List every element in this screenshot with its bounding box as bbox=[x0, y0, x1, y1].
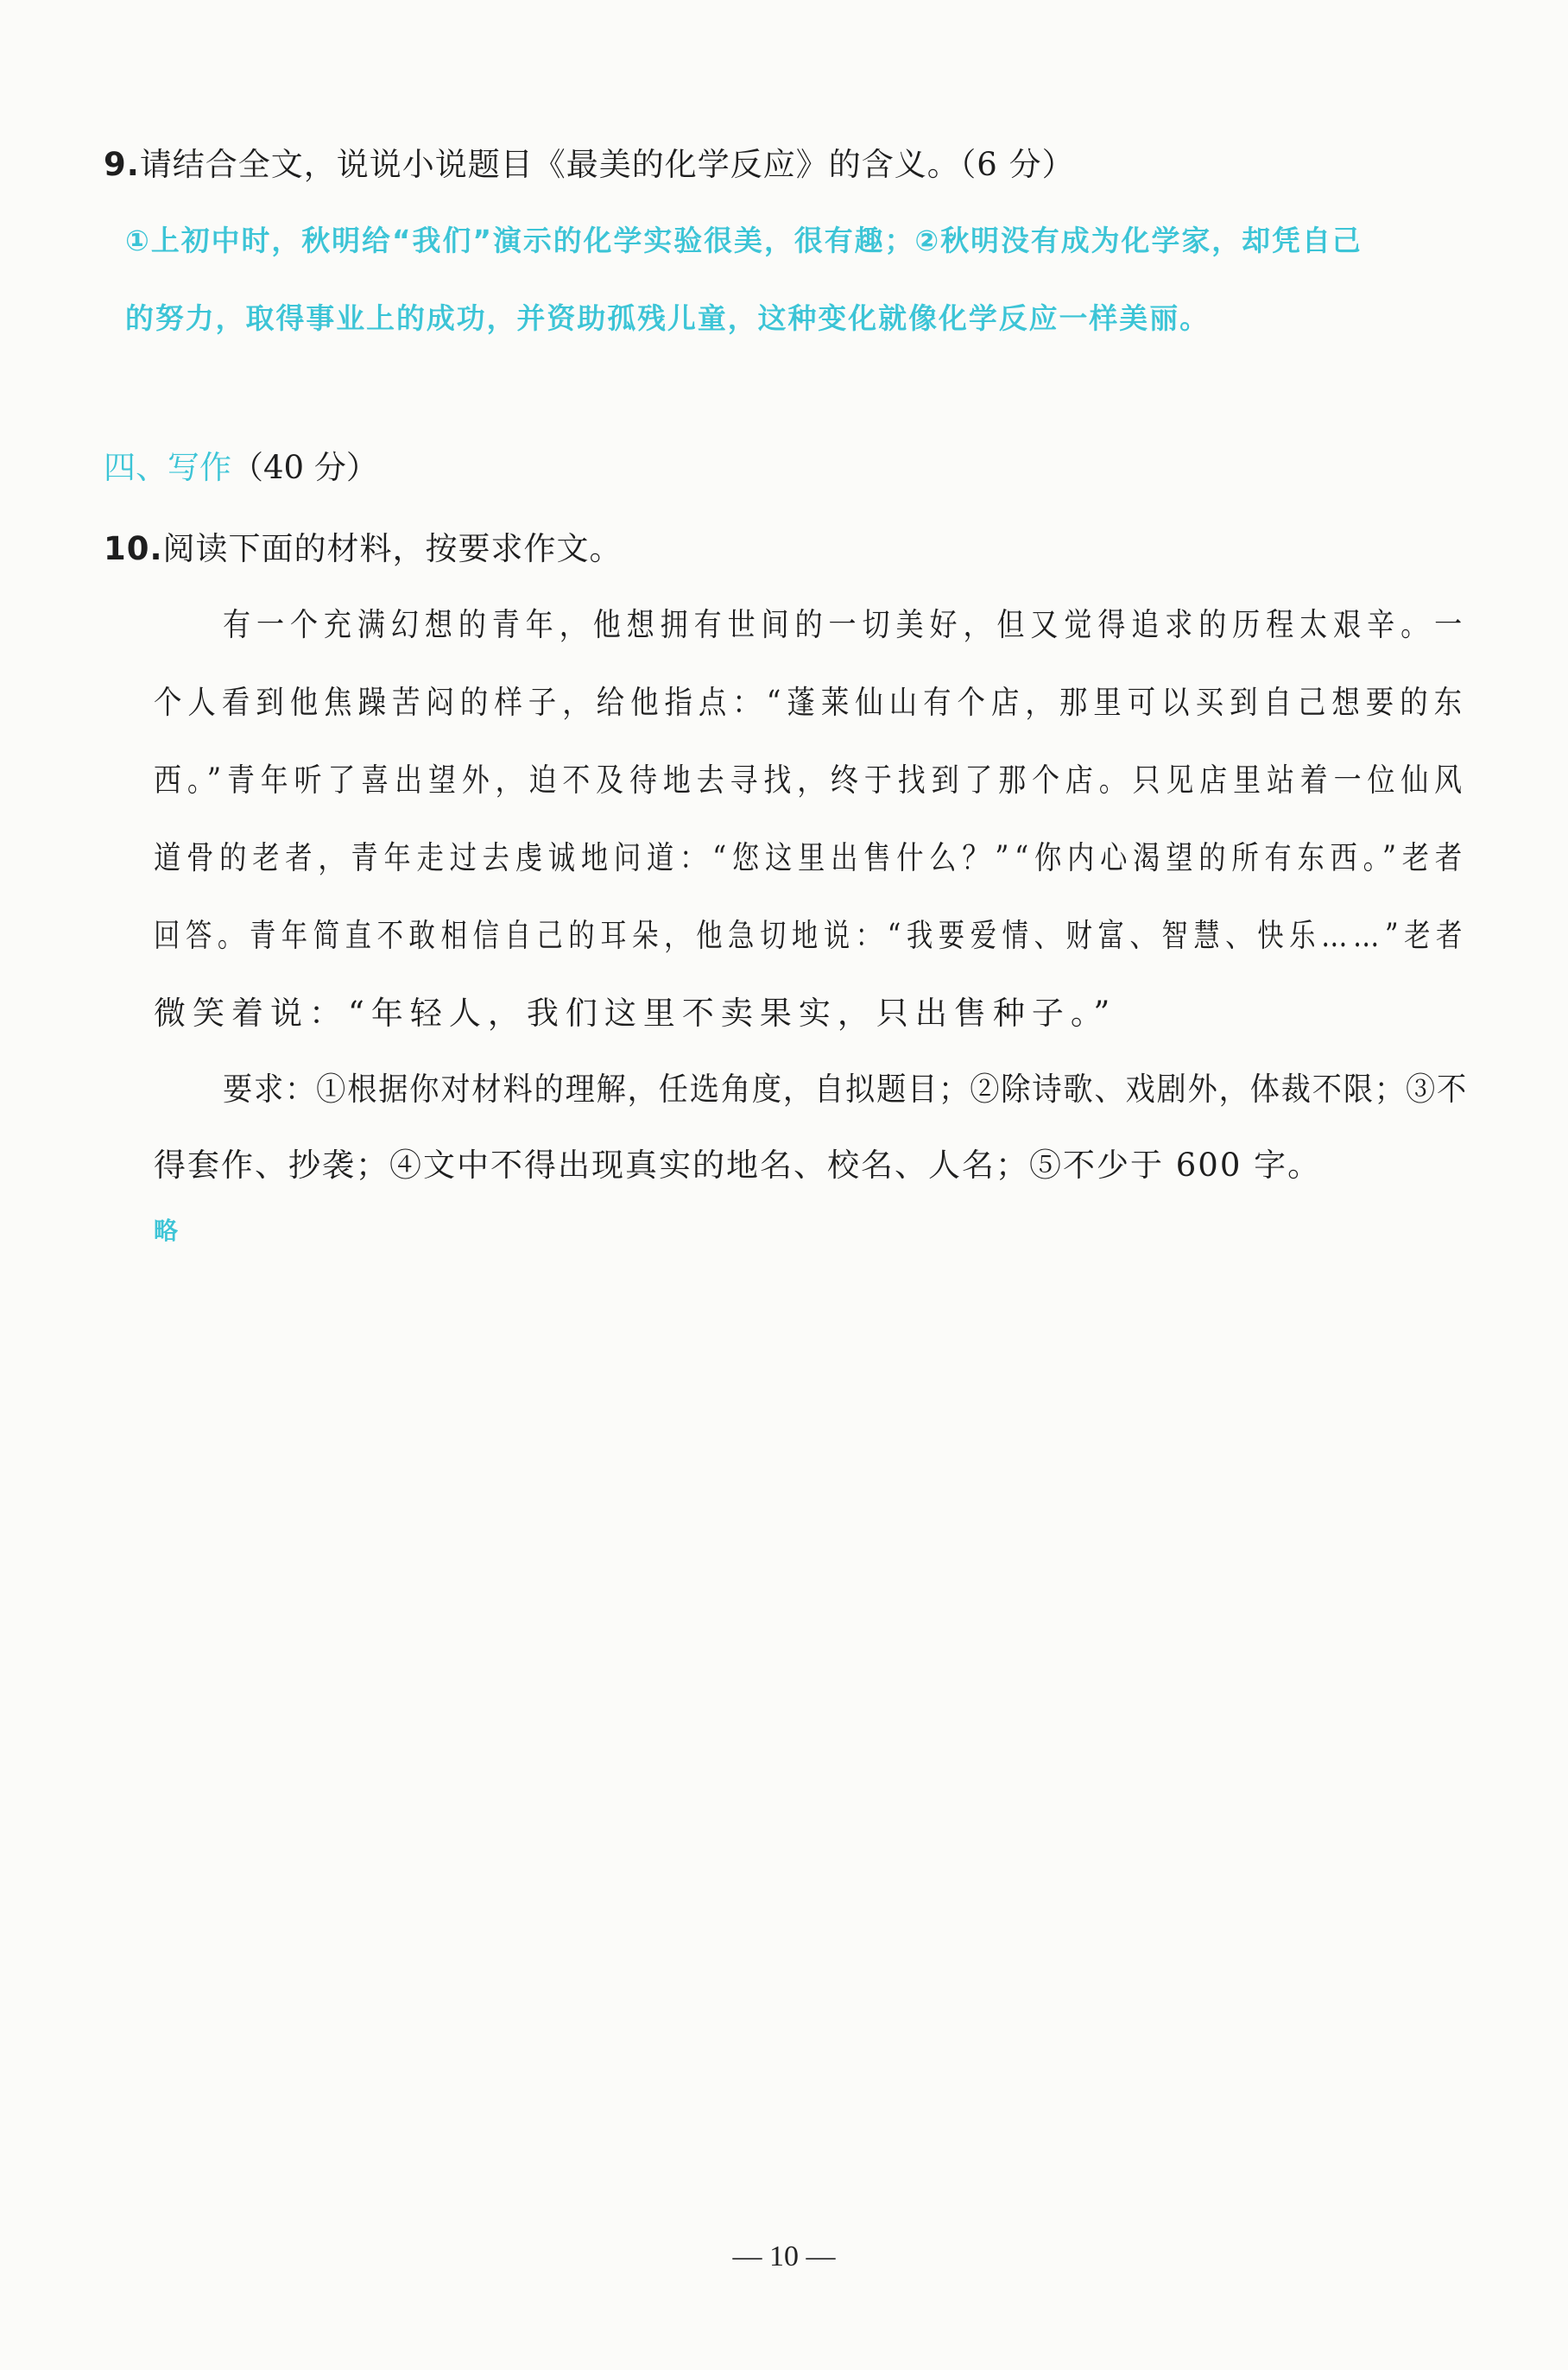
question-number: 9. bbox=[104, 146, 140, 183]
question-text: 请结合全文，说说小说题目《最美的化学反应》的含义。（6 分） bbox=[139, 146, 1075, 183]
material-line: 个人看到他焦躁苦闷的样子，给他指点：“蓬莱仙山有个店，那里可以买到自己想要的东 bbox=[154, 684, 1469, 721]
material-line: 道骨的老者，青年走过去虔诚地问道：“您这里出售什么？”“你内心渴望的所有东西。”老者 bbox=[154, 839, 1468, 876]
section-label: 四、写作 bbox=[104, 449, 231, 486]
section-score: （40 分） bbox=[231, 449, 378, 486]
answer-line: 的努力，取得事业上的成功，并资助孤残儿童，这种变化就像化学反应一样美丽。 bbox=[125, 301, 1210, 335]
question-number: 10. bbox=[104, 530, 163, 567]
question-10 bbox=[104, 530, 623, 567]
requirement-line: 要求：①根据你对材料的理解，任选角度，自拟题目；②除诗歌、戏剧外，体裁不限；③不 bbox=[223, 1071, 1469, 1108]
material-line: 回答。青年简直不敢相信自己的耳朵，他急切地说：“我要爱情、财富、智慧、快乐……”老者 bbox=[154, 917, 1469, 954]
material-line: 微笑着说：“年轻人，我们这里不卖果实，只出售种子。” bbox=[154, 995, 1117, 1032]
question-text: 阅读下面的材料，按要求作文。 bbox=[162, 530, 623, 567]
material-line: 有一个充满幻想的青年，他想拥有世间的一切美好，但又觉得追求的历程太艰辛。一 bbox=[223, 606, 1469, 643]
section-heading bbox=[104, 449, 378, 486]
answer-line: ①上初中时，秋明给“我们”演示的化学实验很美，很有趣；②秋明没有成为化学家，却凭自己 bbox=[125, 224, 1363, 257]
page-number: — 10 — bbox=[732, 2240, 836, 2272]
material-line: 西。”青年听了喜出望外，迫不及待地去寻找，终于找到了那个店。只见店里站着一位仙风 bbox=[154, 762, 1469, 799]
answer-omitted: 略 bbox=[154, 1217, 179, 1245]
question-9 bbox=[104, 146, 1075, 183]
requirement-line: 得套作、抄袭；④文中不得出现真实的地名、校名、人名；⑤不少于 600 字。 bbox=[154, 1147, 1322, 1184]
